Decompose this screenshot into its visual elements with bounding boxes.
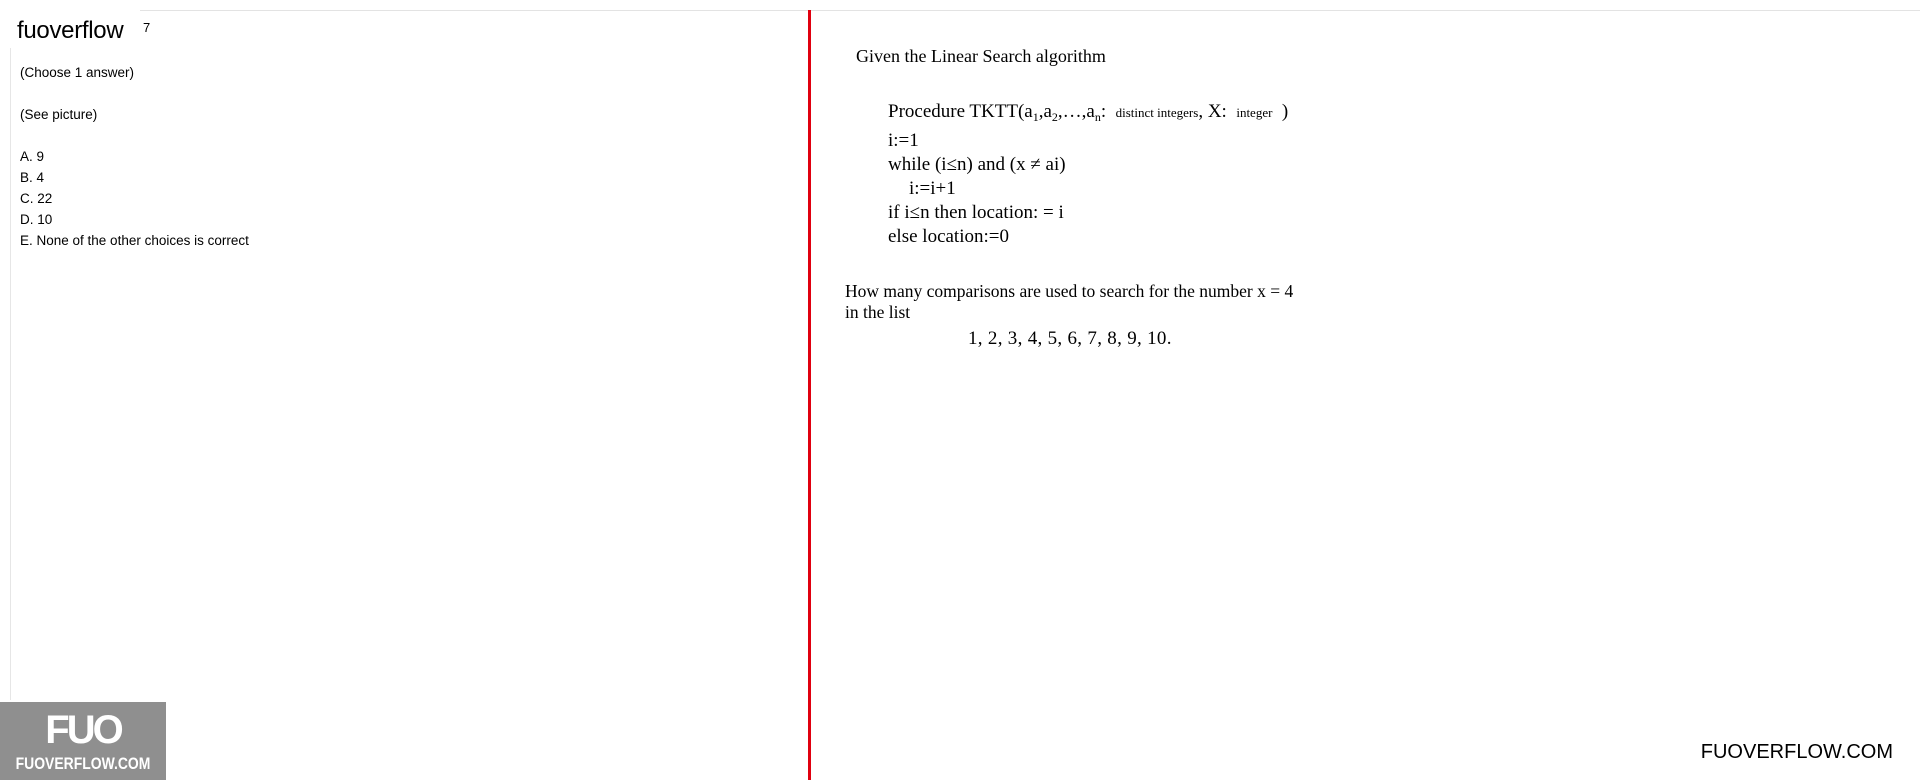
left-rule: [10, 48, 11, 700]
question-instruction: (Choose 1 answer): [20, 65, 135, 80]
picture-question: How many comparisons are used to search for the number x = 4 in the list: [845, 281, 1294, 322]
answer-option-b[interactable]: B. 4: [20, 170, 45, 185]
question-note: (See picture): [20, 107, 98, 122]
question-panel: [20, 62, 249, 251]
logo-text: FUOVERFLOW.COM: [15, 754, 151, 773]
answer-option-c[interactable]: C. 22: [20, 191, 53, 206]
top-rule: [140, 10, 1920, 11]
answer-option-d[interactable]: D. 10: [20, 212, 53, 227]
code-line-increment: i:=i+1: [909, 178, 956, 199]
question-number: 7: [143, 20, 151, 35]
code-line-while: while (i≤n) and (x ≠ ai): [888, 154, 1066, 175]
number-list: 1, 2, 3, 4, 5, 6, 7, 8, 9, 10.: [968, 328, 1172, 349]
code-line-if: if i≤n then location: = i: [888, 202, 1064, 223]
code-line-else: else location:=0: [888, 226, 1009, 247]
footer-url: FUOVERFLOW.COM: [1700, 741, 1893, 763]
panel-divider: [808, 10, 811, 780]
picture-intro: Given the Linear Search algorithm: [856, 46, 1106, 66]
code-line-procedure: Procedure $TKTT(a_1,a_2,\dots,a_n$: distinct integers, X: integer ): [888, 101, 1289, 124]
answer-option-e[interactable]: E. None of the other choices is correct: [20, 233, 249, 248]
fuoverflow-logo: [0, 702, 166, 780]
algorithm-code: [888, 100, 1288, 249]
brand-title: fuoverflow: [17, 17, 124, 44]
answer-option-a[interactable]: A. 9: [20, 149, 45, 164]
code-line-init: i:=1: [888, 130, 919, 151]
logo-mark: FUO: [45, 708, 121, 752]
